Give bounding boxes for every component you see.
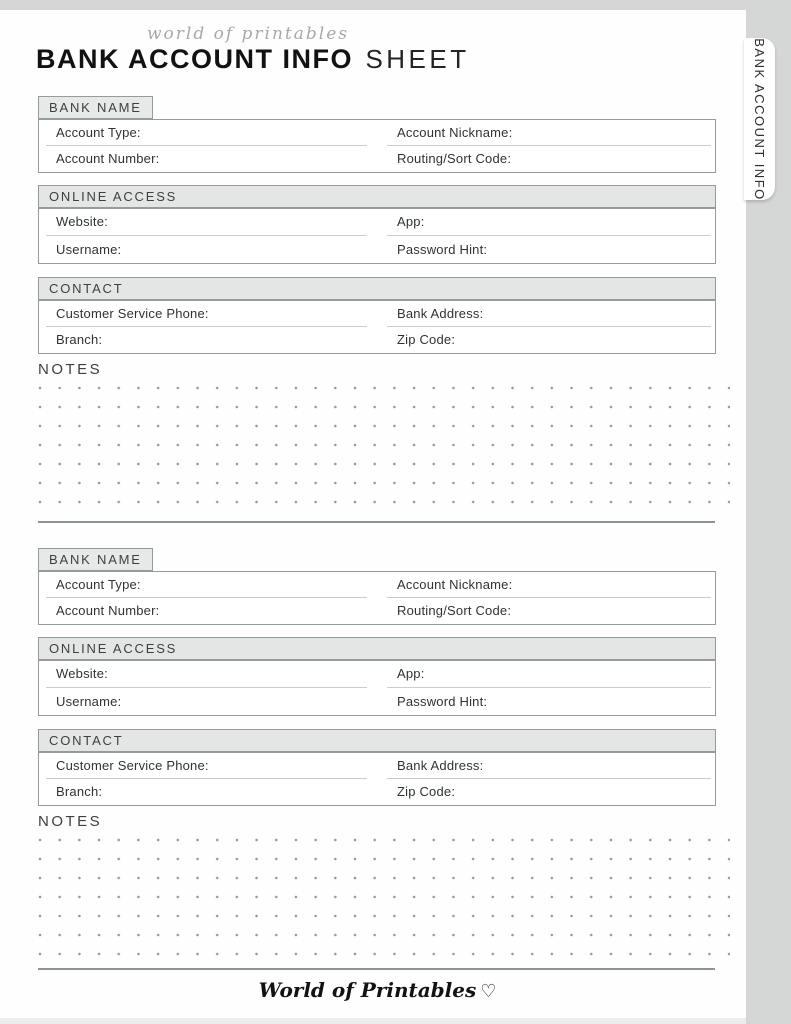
field-account-type xyxy=(46,572,367,598)
field-label: Customer Service Phone: xyxy=(56,757,209,773)
field-zip-code xyxy=(387,328,711,353)
field-label: Account Nickname: xyxy=(397,576,513,592)
notes-dot-grid xyxy=(38,838,730,962)
field-zip-code xyxy=(387,780,711,805)
section-divider xyxy=(38,968,715,970)
field-bank-address xyxy=(387,753,711,779)
bank-name-fields-box xyxy=(38,571,716,625)
field-routing-sort-code xyxy=(387,599,711,624)
online-access-fields-box xyxy=(38,208,716,264)
field-label: Branch: xyxy=(56,332,103,348)
field-label: App: xyxy=(397,666,425,682)
online-access-fields-box xyxy=(38,660,716,716)
field-branch xyxy=(46,780,367,805)
field-label: Routing/Sort Code: xyxy=(397,603,512,619)
section-divider xyxy=(38,521,715,523)
bank-name-section-tab: BANK NAME xyxy=(38,96,153,119)
field-bank-address xyxy=(387,301,711,327)
field-account-nickname xyxy=(387,120,711,146)
field-label: Bank Address: xyxy=(397,305,484,321)
contact-fields-box xyxy=(38,752,716,806)
field-label: Account Type: xyxy=(56,576,141,592)
contact-section-header: CONTACT xyxy=(38,729,716,752)
page-bottom-edge xyxy=(0,1018,746,1024)
field-website xyxy=(46,209,367,236)
field-branch xyxy=(46,328,367,353)
bank-name-section-tab: BANK NAME xyxy=(38,548,153,571)
field-customer-service-phone xyxy=(46,753,367,779)
field-label: Website: xyxy=(56,214,108,230)
field-app xyxy=(387,661,711,688)
field-label: Username: xyxy=(56,241,122,257)
field-password-hint xyxy=(387,237,711,263)
field-customer-service-phone xyxy=(46,301,367,327)
notes-label: NOTES xyxy=(38,813,103,830)
online-access-section-header: ONLINE ACCESS xyxy=(38,637,716,660)
contact-section-header: CONTACT xyxy=(38,277,716,300)
field-label: Account Nickname: xyxy=(397,124,513,140)
field-routing-sort-code xyxy=(387,147,711,172)
field-password-hint xyxy=(387,689,711,715)
heart-icon: ♡ xyxy=(480,981,497,1002)
brand-script-header: world of printables xyxy=(146,24,350,44)
contact-fields-box xyxy=(38,300,716,354)
field-label: Account Type: xyxy=(56,124,141,140)
field-website xyxy=(46,661,367,688)
field-label: Routing/Sort Code: xyxy=(397,151,512,167)
field-username xyxy=(46,689,367,715)
online-access-section-header: ONLINE ACCESS xyxy=(38,185,716,208)
page-title xyxy=(36,44,470,75)
side-tab-label: BANK ACCOUNT INFO xyxy=(752,37,768,201)
field-label: Zip Code: xyxy=(397,784,456,800)
page-title-light: SHEET xyxy=(365,44,470,74)
field-label: Branch: xyxy=(56,784,103,800)
notes-label: NOTES xyxy=(38,361,103,378)
field-label: Username: xyxy=(56,693,122,709)
field-label: Customer Service Phone: xyxy=(56,305,209,321)
field-account-nickname xyxy=(387,572,711,598)
field-label: Account Number: xyxy=(56,151,160,167)
side-tab-bank-account-info xyxy=(744,38,775,200)
field-account-type xyxy=(46,120,367,146)
page-title-bold: BANK ACCOUNT INFO xyxy=(36,44,353,74)
notes-dot-grid xyxy=(38,386,730,510)
field-label: App: xyxy=(397,214,425,230)
field-label: Website: xyxy=(56,666,108,682)
field-label: Account Number: xyxy=(56,603,160,619)
field-label: Bank Address: xyxy=(397,757,484,773)
bank-name-fields-box xyxy=(38,119,716,173)
field-label: Password Hint: xyxy=(397,241,488,257)
field-label: Password Hint: xyxy=(397,693,488,709)
footer-brand xyxy=(38,978,717,1002)
field-app xyxy=(387,209,711,236)
field-account-number xyxy=(46,147,367,172)
field-account-number xyxy=(46,599,367,624)
field-label: Zip Code: xyxy=(397,332,456,348)
footer-brand-text: World of Printables xyxy=(258,978,477,1002)
field-username xyxy=(46,237,367,263)
